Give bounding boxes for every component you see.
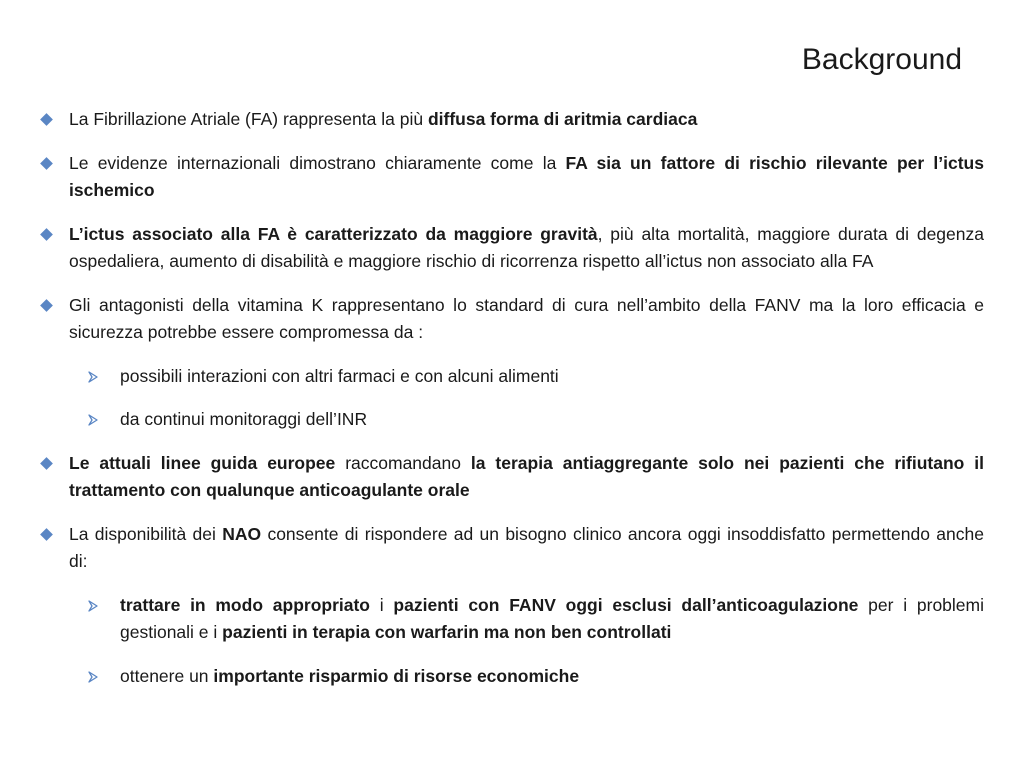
diamond-bullet-icon (40, 521, 69, 549)
text-run: Le evidenze internazionali dimostrano chiaramente come la (69, 152, 566, 173)
bullet-vka-standard (40, 292, 984, 347)
text-run: raccomandano (335, 452, 471, 473)
bullet-fa-prevalence (40, 106, 984, 134)
bullet-text (69, 106, 984, 134)
arrowhead-bullet-icon (88, 406, 120, 434)
diamond-bullet-icon (40, 292, 69, 320)
arrowhead-bullet-icon (88, 592, 120, 620)
text-run: Gli antagonisti della vitamina K rappresentano lo standard di cura nell’ambito della FANV ma la loro efficacia e sicurezza potrebbe essere compromessa da : (69, 294, 984, 342)
text-run: consente di rispondere ad un bisogno clinico ancora oggi insoddisfatto permettendo anche di: (69, 523, 984, 571)
text-run-bold: FA sia un fattore di rischio rilevante per l’ictus ischemico (69, 152, 984, 200)
diamond-bullet-icon (40, 450, 69, 478)
sub-bullet-inr-monitoring (88, 406, 984, 434)
sub-bullet-text (120, 406, 984, 434)
text-run-bold: NAO (222, 523, 262, 544)
text-run-bold: pazienti in terapia con warfarin ma non ben controllati (222, 622, 672, 642)
bullet-nao-availability (40, 521, 984, 576)
text-run-bold: L’ictus associato alla FA è caratterizzato da maggiore gravità (69, 223, 598, 244)
text-run-bold: importante risparmio di risorse economiche (213, 665, 580, 686)
diamond-bullet-icon (40, 221, 69, 249)
sub-bullet-text (120, 663, 984, 691)
slide-content (40, 106, 984, 706)
bullet-guidelines (40, 450, 984, 505)
sub-bullet-economic-savings (88, 663, 984, 691)
slide-title: Background (801, 43, 962, 76)
text-run-bold: trattare in modo appropriato (120, 594, 370, 615)
arrowhead-bullet-icon (88, 663, 120, 691)
bullet-text (69, 450, 984, 505)
sub-bullet-text (120, 363, 984, 391)
bullet-text (69, 150, 984, 205)
text-run-bold: Le attuali linee guida europee (69, 452, 336, 473)
text-run-bold: diffusa forma di aritmia cardiaca (427, 109, 698, 129)
bullet-text (69, 292, 984, 347)
sub-bullet-interactions (88, 363, 984, 391)
text-run: La Fibrillazione Atriale (FA) rappresenta la più (69, 109, 428, 129)
text-run: i (370, 594, 394, 615)
diamond-bullet-icon (40, 106, 69, 134)
text-run: per i problemi gestionali e i (120, 594, 984, 642)
sub-bullet-appropriate-treatment (88, 592, 984, 647)
text-run-bold: la terapia antiaggregante solo nei pazienti che rifiutano il trattamento con qualunque anticoagulante orale (69, 452, 984, 500)
bullet-fa-risk-factor (40, 150, 984, 205)
text-run: ottenere un (120, 665, 214, 686)
diamond-bullet-icon (40, 150, 69, 178)
sub-bullet-text (120, 592, 984, 647)
text-run: , più alta mortalità, maggiore durata di degenza ospedaliera, aumento di disabilità e maggiore rischio di ricorrenza rispetto all’ictus non associato alla FA (69, 223, 984, 271)
text-run: da continui monitoraggi dell’INR (120, 409, 368, 429)
arrowhead-bullet-icon (88, 363, 120, 391)
bullet-text (69, 221, 984, 276)
text-run: La disponibilità dei (69, 523, 223, 544)
bullet-stroke-severity (40, 221, 984, 276)
bullet-text (69, 521, 984, 576)
text-run: possibili interazioni con altri farmaci e con alcuni alimenti (120, 365, 559, 386)
text-run-bold: pazienti con FANV oggi esclusi dall’anticoagulazione (393, 594, 859, 615)
